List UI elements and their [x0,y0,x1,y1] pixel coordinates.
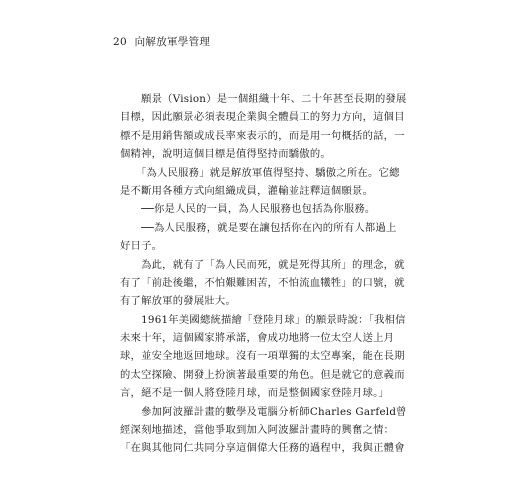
paragraph [120,403,410,458]
text-line: 的太空探險、開發上扮演著最重要的角色。但是就它的意義而 [120,368,405,381]
text-line: 有了解放軍的發展壯大。 [120,295,237,308]
text-line: 經深刻地描述，當他爭取到加入阿波羅計畫時的興奮之情： [120,424,395,437]
text-line: ──你是人民的一員，為人民服務也包括為你服務。 [120,203,376,216]
page-number: 20 [113,36,127,48]
text-line: 參加阿波羅計畫的數學及電腦分析師Charles Garfeld曾 [120,405,407,418]
text-line: 好日子。 [120,240,163,253]
text-line: 球，並安全地返回地球。沒有一項單獨的太空專案，能在長期 [120,350,405,363]
text-line: 為此，就有了「為人民而死，就是死得其所」的理念，就 [120,258,405,271]
body-text [120,90,410,458]
text-line: 1961年美國總統描繪「登陸月球」的願景時說：「我相信 [120,313,406,326]
paragraph [120,164,410,201]
text-line: 願景（Vision）是一個組織十年、二十年甚至長期的發展 [120,93,407,105]
text-line: 「在與其他同仁共同分享這個偉大任務的過程中，我與正體會 [120,442,405,455]
paragraph [120,311,410,403]
text-line: ──為人民服務，就是要在讓包括你在內的所有人都過上 [120,221,397,234]
running-header [113,34,210,49]
text-line: 個精神，說明這個目標是值得堅持而驕傲的。 [120,148,331,161]
paragraph [120,200,410,218]
text-line: 言，絕不是一個人將登陸月球，而是整個國家登陸月球。」 [120,387,390,400]
text-line: 未來十年，這個國家將承諾，會成功地將一位太空人送上月 [120,332,395,345]
paragraph [120,219,410,256]
text-line: 是不斷用各種方式向組織成員，灌輸並註釋這個願景。 [120,184,374,197]
paragraph [120,256,410,311]
paragraph [120,90,410,164]
text-line: 標不是用銷售額或成長率來表示的，而是用一句概括的話，一 [120,129,405,142]
text-line: 「為人民服務」就是解放軍值得堅持、驕傲之所在。它總 [120,166,400,179]
text-line: 有了「前赴後繼，不怕艱難困苦，不怕流血犧牲」的口號，就 [120,276,405,289]
book-title: 向解放軍學管理 [134,36,211,48]
text-line: 目標，因此願景必須表現企業與全體員工的努力方向，這個目 [120,111,405,124]
